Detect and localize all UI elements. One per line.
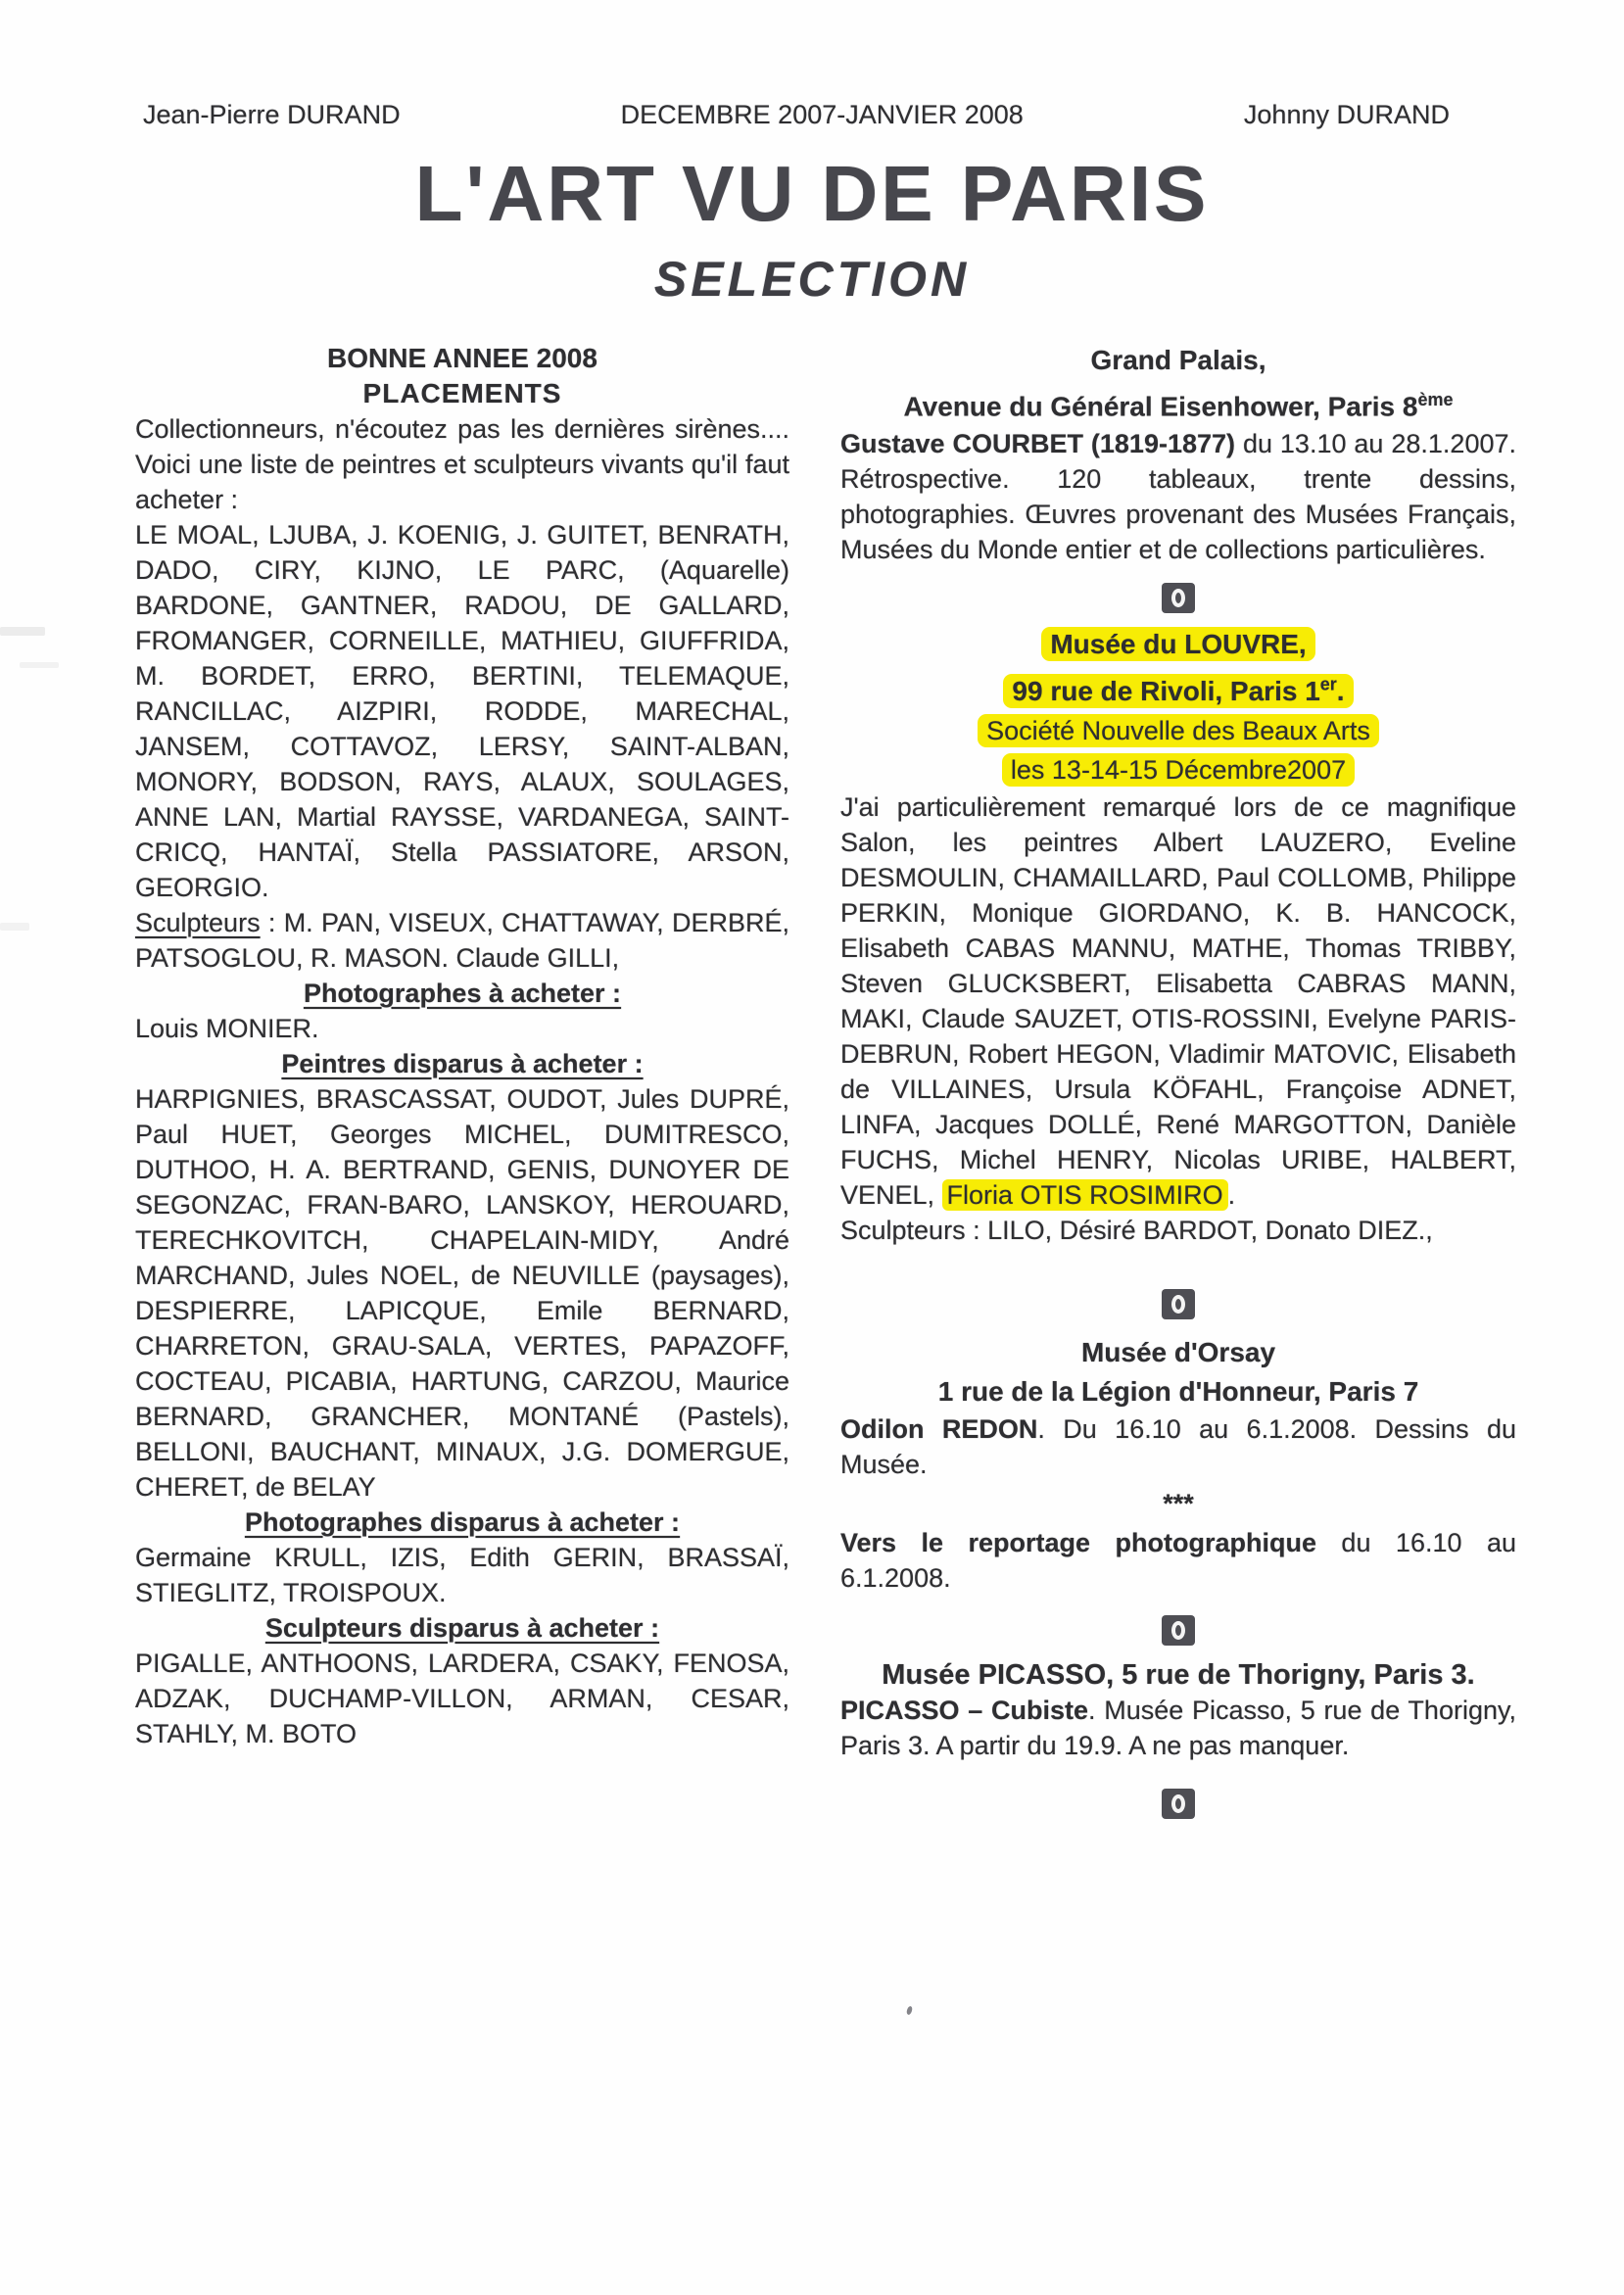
page-header [143,100,1450,130]
louvre-dates-line [840,750,1516,789]
separator-row [840,1789,1516,1819]
greeting-heading: BONNE ANNEE 2008 [327,343,597,373]
floria-highlight: Floria OTIS ROSIMIRO [942,1179,1228,1211]
salon-text: J'ai particulièrement remarqué lors de ce magnifique Salon, les peintres Albert LAUZERO, Eveline DESMOULIN, CHAMAILLARD, Paul COLLOMB, Philippe PERKIN, Monique GIORDANO, K. B. HANCOCK, Elisabeth CABAS MANNU, MATHE, Thomas TRIBBY, Steven GLUCKSBERT, Elisabetta CABRAS MANN, MAKI, Claude SAUZET, OTIS-ROSSINI, Evelyne PARIS-DEBRUN, Robert HEGON, Vladimir MATOVIC, Elisabeth de VILLAINES, Ursula KÖFAHL, Françoise ADNET, LINFA, Jacques DOLLÉ, René MARGOTTON, Danièle FUCHS, Michel HENRY, Nicolas URIBE, HALBERT, VENEL, [840,791,1516,1210]
photo-dingbat-icon [1162,1789,1195,1819]
grand-palais-address-sup: ème [1417,390,1454,409]
grand-palais-heading [840,341,1516,426]
header-author-left: Jean-Pierre DURAND [143,100,401,129]
salon-period: . [1227,1179,1236,1210]
scan-artifact [0,627,45,636]
dead-photographers-heading: Photographes disparus à acheter : [244,1507,681,1537]
dead-sculptors-list: PIGALLE, ANTHOONS, LARDERA, CSAKY, FENOSA, ADZAK, DUCHAMP-VILLON, ARMAN, CESAR, STAHLY, M. BOTO [135,1649,789,1748]
dead-painters-heading: Peintres disparus à acheter : [281,1049,644,1078]
sculptors-names: : M. PAN, VISEUX, CHATTAWAY, DERBRÉ, PATSOGLOU, R. MASON. Claude GILLI, [135,908,789,973]
redon-title: Odilon REDON [840,1413,1038,1444]
right-column [840,341,1516,1819]
header-author-right: Johnny DURAND [1243,100,1450,129]
photographers-heading: Photographes à acheter : [303,979,622,1008]
louvre-org-line [840,711,1516,750]
courbet-title: Gustave COURBET (1819-1877) [840,429,1236,459]
intro-paragraph: Collectionneurs, n'écoutez pas les dernières sirènes.... Voici une liste de peintres et sculpteurs vivants qu'il faut acheter : [135,414,789,514]
salon-sculptors-line: Sculpteurs : LILO, Désiré BARDOT, Donato DIEZ., [840,1215,1433,1245]
photo-dingbat-icon [1162,1289,1195,1319]
dead-sculptors-heading: Sculpteurs disparus à acheter : [264,1613,660,1643]
louvre-address-text: 99 rue de Rivoli, Paris 1 [1012,675,1320,706]
picasso-title: PICASSO – Cubiste [840,1695,1088,1725]
photo-dingbat-icon [1162,1615,1195,1646]
louvre-highlight-block [840,625,1516,789]
grand-palais-address [840,380,1516,426]
photo-dingbat-icon [1162,583,1195,613]
separator-row [840,1289,1516,1319]
scan-artifact [20,662,59,668]
louvre-address-sup: er [1319,674,1337,694]
newsletter-title: L'ART VU DE PARIS [414,150,1210,237]
courbet-paragraph [840,426,1516,567]
living-painters-list: LE MOAL, LJUBA, J. KOENIG, J. GUITET, BENRATH, DADO, CIRY, KIJNO, LE PARC, (Aquarelle) BARDONE, GANTNER, RADOU, DE GALLARD, FROMANGER, CORNEILLE, MATHIEU, GIUFFRIDA, M. BORDET, ERRO, BERTINI, TELEMAQUE, RANCILLAC, AIZPIRI, RODDE, MARECHAL, JANSEM, COTTAVOZ, LERSY, SAINT-ALBAN, MONORY, BODSON, RAYS, ALAUX, SOULAGES, ANNE LAN, Martial RAYSSE, VARDANEGA, SAINT-CRICQ, HANTAÏ, Stella PASSIATORE, ARSON, GEORGIO. [135,520,789,902]
grand-palais-name: Grand Palais, [1090,345,1266,375]
louvre-address-highlight [1003,674,1353,708]
scan-artifact-dot [906,2005,914,2015]
placements-heading: PLACEMENTS [362,378,562,408]
stars-separator: *** [1163,1488,1194,1518]
photographers-list: Louis MONIER. [135,1014,319,1043]
courbet-text: du 13.10 au 28.1.2007. Rétrospective. 120 tableaux, trente dessins, photographies. Œuvres provenant des Musées Français, Musées du Monde entier et de collections particulières. [840,429,1516,565]
reportage-paragraph [840,1525,1516,1596]
louvre-name-line [840,625,1516,664]
redon-paragraph [840,1411,1516,1482]
separator-row [840,583,1516,613]
salon-paragraph [840,789,1516,1248]
header-date: DECEMBRE 2007-JANVIER 2008 [620,100,1024,129]
orsay-name: Musée d'Orsay [1080,1336,1276,1367]
lens-shape [1171,1295,1185,1314]
lens-shape [1171,589,1185,607]
picasso-heading: Musée PICASSO, 5 rue de Thorigny, Paris 3. [882,1658,1475,1691]
louvre-address-line [840,664,1516,710]
scan-artifact [0,923,29,931]
newsletter-subtitle: SELECTION [653,252,971,307]
left-column [135,341,789,1751]
masthead [0,149,1624,308]
picasso-paragraph [840,1693,1516,1763]
living-sculptors-line [135,905,789,976]
orsay-address: 1 rue de la Légion d'Honneur, Paris 7 [937,1375,1419,1407]
louvre-org-highlight: Société Nouvelle des Beaux Arts [978,714,1379,747]
dead-painters-list: HARPIGNIES, BRASCASSAT, OUDOT, Jules DUPRÉ, Paul HUET, Georges MICHEL, DUMITRESCO, DUTHOO, H. A. BERTRAND, GENIS, DUNOYER DE SEGONZAC, FRAN-BARO, LANSKOY, HEROUARD, TERECHKOVITCH, CHAPELAIN-MIDY, André MARCHAND, Jules NOEL, de NEUVILLE (paysages), DESPIERRE, LAPICQUE, Emile BERNARD, CHARRETON, GRAU-SALA, VERTES, PAPAZOFF, COCTEAU, PICABIA, HARTUNG, CARZOU, Maurice BERNARD, GRANCHER, MONTANÉ (Pastels), BELLONI, BAUCHANT, MINAUX, J.G. DOMERGUE, CHERET, de BELAY [135,1084,789,1502]
reportage-title: Vers le reportage photographique [840,1527,1316,1557]
separator-row [840,1615,1516,1646]
dead-photographers-list: Germaine KRULL, IZIS, Edith GERIN, BRASSAÏ, STIEGLITZ, TROISPOUX. [135,1543,789,1607]
lens-shape [1171,1621,1185,1640]
picasso-text: . Musée Picasso, 5 rue de Thorigny, Paris 3. A partir du 19.9. A ne pas manquer. [840,1695,1516,1760]
lens-shape [1171,1794,1185,1813]
redon-text: . Du 16.10 au 6.1.2008. Dessins du Musée. [840,1413,1516,1479]
louvre-address-period: . [1336,675,1345,706]
orsay-heading [840,1333,1516,1411]
reportage-text: du 16.10 au 6.1.2008. [840,1527,1516,1593]
louvre-dates-highlight: les 13-14-15 Décembre2007 [1002,753,1355,787]
sculptors-label: Sculpteurs [135,908,261,937]
grand-palais-address-text: Avenue du Général Eisenhower, Paris 8 [903,391,1418,422]
louvre-name-highlight: Musée du LOUVRE, [1041,627,1314,661]
